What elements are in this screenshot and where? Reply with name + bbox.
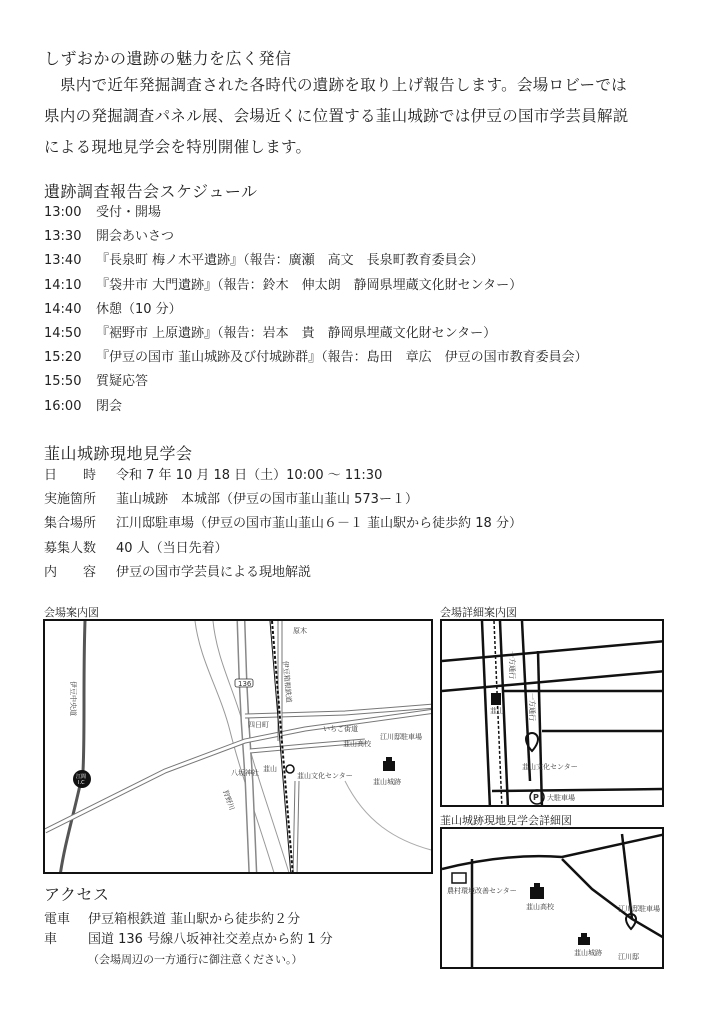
access-value: 国道 136 号線八坂神社交差点から約 1 分 xyxy=(88,932,333,947)
schedule-list xyxy=(44,201,588,419)
tour-map xyxy=(440,827,664,969)
venue-map xyxy=(43,619,433,874)
venue-label-station: 韮山 xyxy=(263,765,277,773)
intro-paragraph xyxy=(44,70,684,163)
schedule-text: 『裾野市 上原遺跡』（報告：岩本 貴 静岡県埋蔵文化財センター） xyxy=(96,326,497,342)
venue-label-railway: 伊豆箱根鉄道 xyxy=(281,660,293,704)
tour-value: 韮山城跡 本城部（伊豆の国市韮山韮山 573ー１） xyxy=(116,492,418,508)
route-136-badge: 136 xyxy=(238,680,252,688)
schedule-time: 14:10 xyxy=(44,277,82,293)
schedule-text: 受付・開場 xyxy=(96,205,162,220)
schedule-row xyxy=(44,322,588,346)
access-value: 伊豆箱根鉄道 韮山駅から徒歩約２分 xyxy=(88,912,301,927)
schedule-row xyxy=(44,346,588,370)
schedule-time: 15:20 xyxy=(44,350,82,366)
tour-label: 日 時 xyxy=(44,468,97,483)
schedule-row xyxy=(44,201,588,225)
tour-row xyxy=(44,561,522,585)
schedule-row xyxy=(44,298,588,322)
schedule-text: 開会あいさつ xyxy=(96,229,175,245)
schedule-heading: 遺跡調査報告会スケジュール xyxy=(44,182,258,201)
venue-label-nirayama-hs: 韮山高校 xyxy=(343,740,371,748)
schedule-row xyxy=(44,225,588,249)
schedule-time: 14:40 xyxy=(44,301,82,317)
venue-label-kanogawa: 狩野川 xyxy=(221,788,236,812)
tour-map-title: 韮山城跡現地見学会詳細図 xyxy=(440,814,572,827)
schedule-row xyxy=(44,274,588,298)
venue-label-izuchuo: 伊豆中央道 xyxy=(69,681,77,716)
schedule-time: 16:00 xyxy=(44,398,82,414)
tour-row xyxy=(44,537,522,561)
access-row xyxy=(44,910,333,930)
venue-label-ichigo: いちご街道 xyxy=(323,725,358,733)
tour-label-nirayama-hs: 韮山高校 xyxy=(526,903,554,911)
venue-label-shikanichimachi: 四日町 xyxy=(248,721,269,729)
schedule-text: 質疑応答 xyxy=(96,374,149,390)
detail-label-big-parking: 大駐車場 xyxy=(547,794,575,802)
tour-heading: 韮山城跡現地見学会 xyxy=(44,444,193,463)
detail-map-drawing xyxy=(442,621,664,807)
schedule-row xyxy=(44,395,588,419)
tour-value: 令和 7 年 10 月 18 日（土）10:00 ～ 11:30 xyxy=(116,468,383,483)
tour-map-drawing xyxy=(442,829,664,969)
access-list xyxy=(44,910,333,970)
detail-label-oneway-1: 一方通行 xyxy=(508,651,516,679)
tour-row xyxy=(44,512,522,536)
access-label: 電車 xyxy=(44,912,71,927)
access-label: 車 xyxy=(44,932,58,947)
access-row xyxy=(44,930,333,950)
schedule-text: 『長泉町 梅ノ木平遺跡』（報告：廣瀬 高文 長泉町教育委員会） xyxy=(96,253,484,269)
venue-label-egawa-parking: 江川邸駐車場 xyxy=(380,733,422,741)
intro-line: 県内で近年発掘調査された各時代の遺跡を取り上げ報告します。会場ロビーでは xyxy=(60,76,627,94)
schedule-row xyxy=(44,370,588,394)
schedule-text: 閉会 xyxy=(96,398,123,414)
tour-label: 内 容 xyxy=(44,564,97,580)
intro-line: による現地見学会を特別開催します。 xyxy=(44,138,312,156)
schedule-time: 14:50 xyxy=(44,326,82,342)
schedule-row xyxy=(44,249,588,273)
tour-row xyxy=(44,464,522,488)
tour-value: 伊豆の国市学芸員による現地解説 xyxy=(116,564,312,580)
tour-label: 実施箇所 xyxy=(44,492,97,508)
tour-label-egawa-house: 江川邸 xyxy=(618,953,639,961)
venue-label-yasaka: 八坂神社 xyxy=(231,769,259,777)
tour-row xyxy=(44,488,522,512)
tour-list xyxy=(44,464,522,585)
detail-label-station: 韮山 xyxy=(490,707,504,715)
tour-value: 40 人（当日先着） xyxy=(116,540,228,556)
tour-label-castle: 韮山城跡 xyxy=(574,949,602,957)
venue-map-drawing xyxy=(45,621,433,874)
intro-heading: しずおかの遺跡の魅力を広く発信 xyxy=(44,49,292,68)
schedule-text: 『袋井市 大門遺跡』（報告：鈴木 伸太朗 静岡県埋蔵文化財センター） xyxy=(96,277,523,293)
tour-label-egawa-parking: 江川邸駐車場 xyxy=(618,905,660,913)
venue-label-harako: 原木 xyxy=(293,627,307,635)
venue-label-ic-1: 江間 xyxy=(76,774,87,780)
venue-label-castle: 韮山城跡 xyxy=(373,778,401,786)
access-note: （会場周辺の一方通行に御注意ください。） xyxy=(88,953,303,966)
detail-map-title: 会場詳細案内図 xyxy=(440,606,517,619)
venue-label-ic-2: I.C xyxy=(78,780,85,786)
access-heading: アクセス xyxy=(44,885,110,904)
schedule-time: 13:00 xyxy=(44,205,82,220)
detail-parking-icon: P xyxy=(533,793,539,802)
schedule-text: 休憩（10 分） xyxy=(96,301,182,317)
tour-label-kyosai: 農村環境改善センター xyxy=(447,887,517,895)
schedule-time: 15:50 xyxy=(44,374,82,390)
schedule-time: 13:40 xyxy=(44,253,82,269)
detail-map xyxy=(440,619,664,807)
tour-label: 集合場所 xyxy=(44,516,97,532)
venue-map-title: 会場案内図 xyxy=(44,606,99,619)
venue-label-culture-center: 韮山文化センター xyxy=(297,772,353,780)
detail-label-center: 韮山文化センター xyxy=(522,763,578,771)
schedule-text: 『伊豆の国市 韮山城跡及び付城跡群』（報告：島田 章広 伊豆の国市教育委員会） xyxy=(96,350,588,366)
tour-value: 江川邸駐車場（伊豆の国市韮山韮山６－１ 韮山駅から徒歩約 18 分） xyxy=(116,516,522,532)
schedule-time: 13:30 xyxy=(44,229,82,245)
tour-label: 募集人数 xyxy=(44,540,97,556)
intro-line: 県内の発掘調査パネル展、会場近くに位置する韮山城跡では伊豆の国市学芸員解説 xyxy=(44,107,629,125)
detail-label-oneway-2: 一方通行 xyxy=(528,693,536,721)
